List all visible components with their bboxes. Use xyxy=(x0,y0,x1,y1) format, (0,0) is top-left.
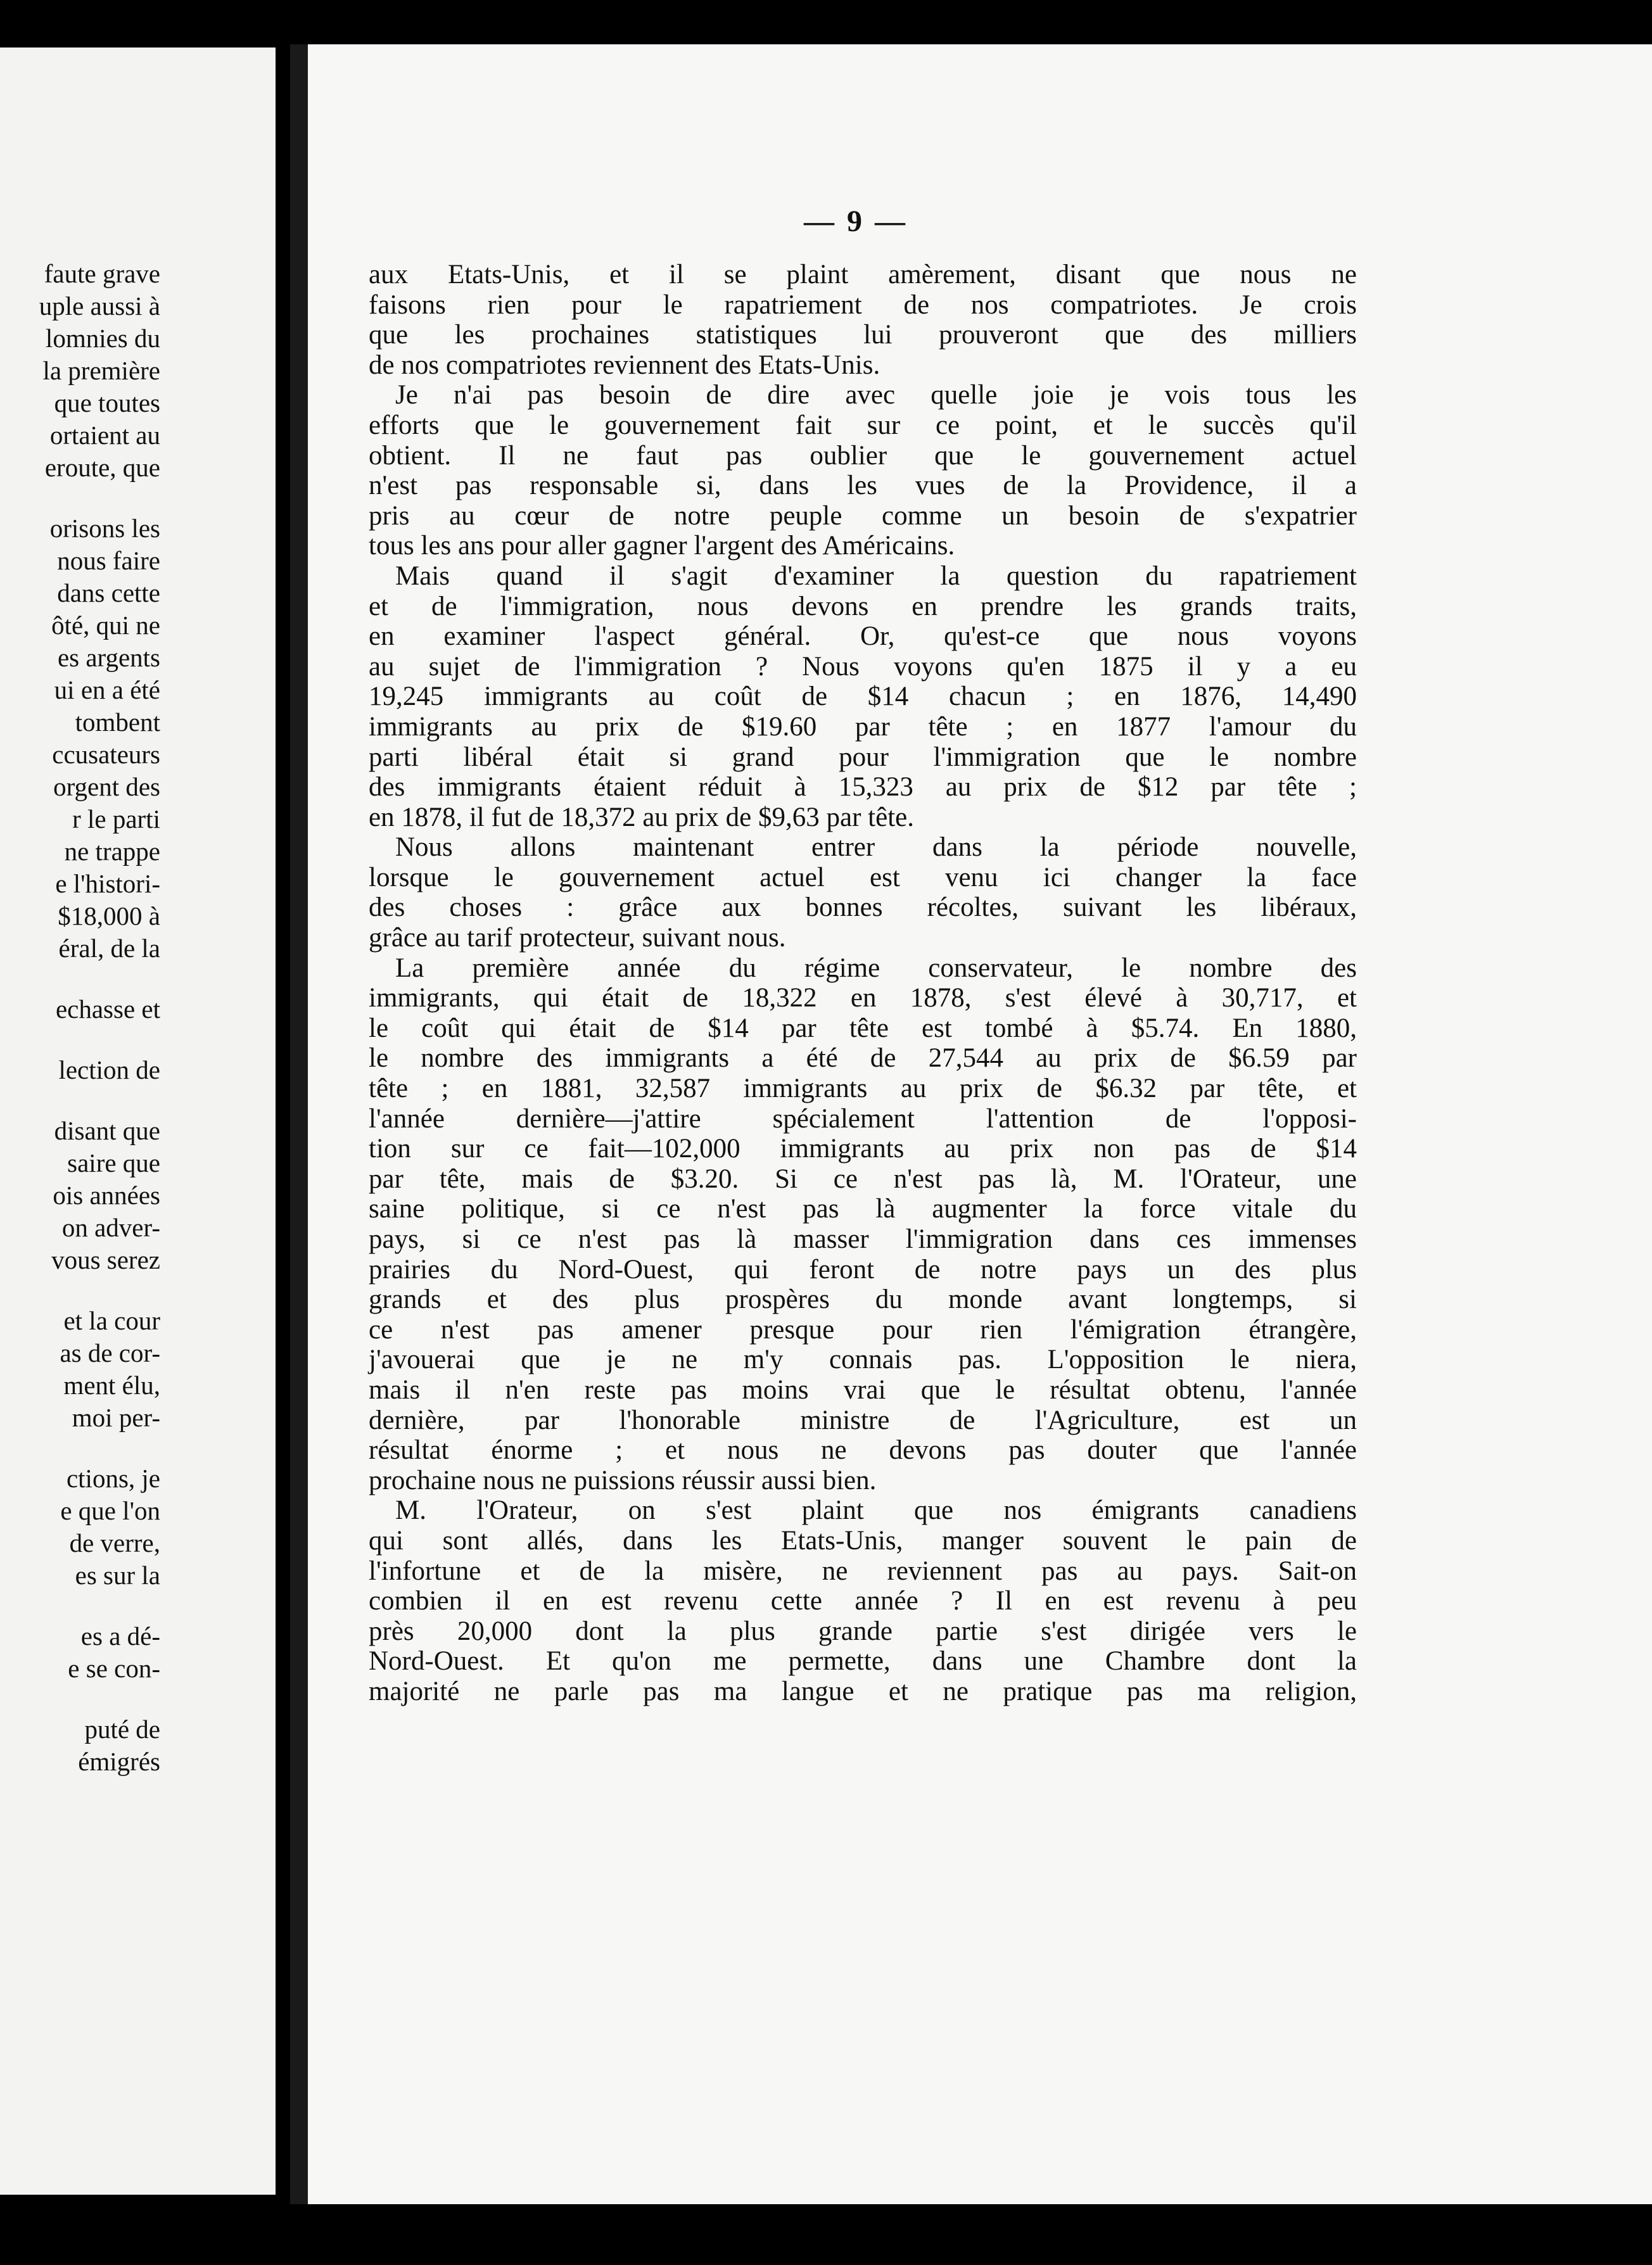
text-line: Mais quand il s'agit d'examiner la question du rapatriement xyxy=(395,561,1357,591)
left-line: $18,000 à xyxy=(58,901,160,930)
left-line: echasse et xyxy=(55,994,160,1024)
text-line: le coût qui était de $14 par tête est tombé à $5.74. En 1880, xyxy=(369,1013,1357,1043)
left-line: vous serez xyxy=(51,1245,160,1274)
text-line: résultat énorme ; et nous ne devons pas douter que l'année xyxy=(369,1435,1357,1466)
left-line: e l'histori- xyxy=(55,869,160,898)
left-line: as de cor- xyxy=(60,1338,160,1367)
left-line-gap xyxy=(0,1685,160,1713)
text-line: faisons rien pour le rapatriement de nos compatriotes. Je crois xyxy=(369,289,1357,320)
main-page xyxy=(290,44,1652,2204)
text-line: tous les ans pour aller gagner l'argent des Américains. xyxy=(369,531,955,561)
left-line-gap xyxy=(0,484,160,512)
left-line: ment élu, xyxy=(63,1371,160,1400)
text-line: de nos compatriotes reviennent des Etats-Unis. xyxy=(369,350,880,380)
text-line: dernière, par l'honorable ministre de l'Agriculture, est un xyxy=(369,1405,1357,1435)
left-line: r le parti xyxy=(72,804,160,834)
left-line: orgent des xyxy=(53,772,160,801)
text-line: La première année du régime conservateur, le nombre des xyxy=(395,953,1357,983)
left-page-text xyxy=(0,258,160,1778)
text-line: majorité ne parle pas ma langue et ne pratique pas ma religion, xyxy=(369,1676,1357,1706)
text-line: le nombre des immigrants a été de 27,544 au prix de $6.59 par xyxy=(369,1043,1357,1074)
left-line: ccusateurs xyxy=(52,740,160,769)
left-line: es sur la xyxy=(75,1561,160,1590)
left-line-gap xyxy=(0,1276,160,1305)
text-line: M. l'Orateur, on s'est plaint que nos émigrants canadiens xyxy=(395,1495,1357,1526)
left-line: eroute, que xyxy=(44,453,160,482)
text-line: immigrants au prix de $19.60 par tête ; en 1877 l'amour du xyxy=(369,711,1357,742)
text-line: grands et des plus prospères du monde avant longtemps, si xyxy=(369,1285,1357,1315)
left-line: ois années xyxy=(53,1181,160,1210)
text-line: près 20,000 dont la plus grande partie s'est dirigée vers le xyxy=(369,1616,1357,1646)
left-line: es argents xyxy=(57,643,160,672)
text-line: l'année dernière—j'attire spécialement l'attention de l'opposi- xyxy=(369,1103,1357,1134)
left-page-fragment xyxy=(0,48,276,2195)
text-line: parti libéral était si grand pour l'immigration que le nombre xyxy=(369,742,1357,772)
text-line: mais il n'en reste pas moins vrai que le résultat obtenu, l'année xyxy=(369,1374,1357,1405)
left-line: ne trappe xyxy=(64,837,160,866)
text-line: l'infortune et de la misère, ne reviennent pas au pays. Sait-on xyxy=(369,1556,1357,1586)
text-line: Je n'ai pas besoin de dire avec quelle joie je vois tous les xyxy=(395,380,1357,410)
text-line: j'avouerai que je ne m'y connais pas. L'opposition le niera, xyxy=(369,1345,1357,1375)
text-line: et de l'immigration, nous devons en prendre les grands traits, xyxy=(369,591,1357,621)
text-line: combien il en est revenu cette année ? Il en est revenu à peu xyxy=(369,1586,1357,1616)
left-line: nous faire xyxy=(57,546,160,575)
text-line: Nord-Ouest. Et qu'on me permette, dans une Chambre dont la xyxy=(369,1646,1357,1677)
left-line: es a dé- xyxy=(80,1621,160,1651)
text-line: prochaine nous ne puissions réussir aussi bien. xyxy=(369,1465,877,1495)
text-line: par tête, mais de $3.20. Si ce n'est pas là, M. l'Orateur, une xyxy=(369,1164,1357,1194)
left-line: tombent xyxy=(75,707,160,737)
left-line: ôté, qui ne xyxy=(51,611,160,640)
left-line-gap xyxy=(0,1086,160,1115)
text-line: qui sont allés, dans les Etats-Unis, manger souvent le pain de xyxy=(369,1525,1357,1556)
left-line: e que l'on xyxy=(60,1496,160,1525)
text-line: prairies du Nord-Ouest, qui feront de notre pays un des plus xyxy=(369,1254,1357,1285)
left-line: faute grave xyxy=(44,259,160,288)
text-line: immigrants, qui était de 18,322 en 1878, s'est élevé à 30,717, et xyxy=(369,983,1357,1013)
text-line: pays, si ce n'est pas là masser l'immigration dans ces immenses xyxy=(369,1224,1357,1254)
left-line: et la cour xyxy=(63,1306,160,1335)
text-line: au sujet de l'immigration ? Nous voyons qu'en 1875 il y a eu xyxy=(369,651,1357,682)
left-line: éral, de la xyxy=(58,934,160,963)
text-line: obtient. Il ne faut pas oublier que le gouvernement actuel xyxy=(369,440,1357,471)
left-line: lomnies du xyxy=(45,324,160,353)
text-line: tête ; en 1881, 32,587 immigrants au prix de $6.32 par tête, et xyxy=(369,1074,1357,1104)
page-number: — 9 — xyxy=(804,205,908,238)
left-line: saire que xyxy=(67,1148,160,1177)
text-line: aux Etats-Unis, et il se plaint amèrement, disant que nous ne xyxy=(369,260,1357,289)
text-line: en 1878, il fut de 18,372 au prix de $9,63 par tête. xyxy=(369,802,914,832)
body-text xyxy=(369,260,1357,1707)
text-line: en examiner l'aspect général. Or, qu'est-ce que nous voyons xyxy=(369,621,1357,652)
text-line: Nous allons maintenant entrer dans la période nouvelle, xyxy=(395,832,1357,863)
left-line: de verre, xyxy=(69,1528,160,1558)
left-line: ortaient au xyxy=(49,421,160,450)
text-line: n'est pas responsable si, dans les vues de la Providence, il a xyxy=(369,471,1357,501)
text-line: des choses : grâce aux bonnes récoltes, suivant les libéraux, xyxy=(369,892,1357,923)
left-line: disant que xyxy=(54,1116,160,1145)
left-line: que toutes xyxy=(54,388,160,417)
left-line: moi per- xyxy=(72,1403,160,1432)
left-line: ui en a été xyxy=(54,675,160,704)
left-line-gap xyxy=(0,1592,160,1620)
left-line: puté de xyxy=(84,1715,160,1744)
text-line: que les prochaines statistiques lui prouveront que des milliers xyxy=(369,320,1357,350)
left-line: émigrés xyxy=(78,1747,160,1776)
text-line: grâce au tarif protecteur, suivant nous. xyxy=(369,923,786,953)
text-line: pris au cœur de notre peuple comme un besoin de s'expatrier xyxy=(369,500,1357,531)
left-line: on adver- xyxy=(61,1213,160,1242)
left-line: ctions, je xyxy=(66,1464,160,1493)
text-line: lorsque le gouvernement actuel est venu ici changer la face xyxy=(369,862,1357,892)
text-line: tion sur ce fait—102,000 immigrants au prix non pas de $14 xyxy=(369,1134,1357,1164)
left-line: dans cette xyxy=(57,578,160,607)
text-line: des immigrants étaient réduit à 15,323 au prix de $12 par tête ; xyxy=(369,772,1357,803)
left-line-gap xyxy=(0,965,160,993)
left-line: uple aussi à xyxy=(39,291,160,320)
text-line: 19,245 immigrants au coût de $14 chacun ; en 1876, 14,490 xyxy=(369,682,1357,712)
text-line: efforts que le gouvernement fait sur ce point, et le succès qu'il xyxy=(369,410,1357,440)
left-line-gap xyxy=(0,1025,160,1054)
left-line-gap xyxy=(0,1434,160,1462)
left-line: la première xyxy=(42,356,160,385)
left-line: lection de xyxy=(58,1055,160,1084)
text-line: ce n'est pas amener presque pour rien l'émigration étrangère, xyxy=(369,1314,1357,1345)
left-line: e se con- xyxy=(68,1654,160,1683)
text-line: saine politique, si ce n'est pas là augmenter la force vitale du xyxy=(369,1194,1357,1224)
left-line: orisons les xyxy=(49,514,160,543)
